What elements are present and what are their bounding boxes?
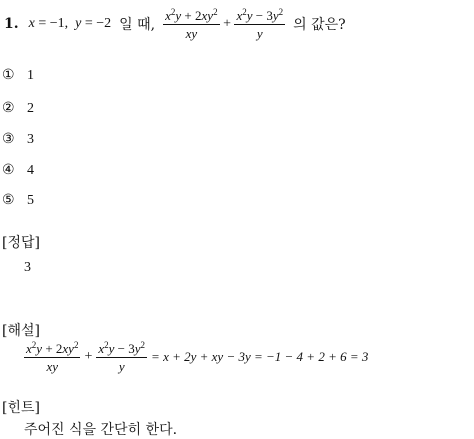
choice-marker: ⑤ [2,192,15,208]
choice-item[interactable] [2,192,34,209]
question [4,8,346,40]
choice-value: 3 [27,132,35,147]
question-condition-suffix: 일 때, [119,17,156,33]
choice-marker: ① [2,67,15,83]
choice-item[interactable] [2,162,34,179]
choice-marker: ② [2,100,15,116]
answer-label: [정답] [2,235,40,251]
question-suffix: 의 값은? [293,17,346,33]
solution-fraction-2: $\frac{x^2y - 3y^2}{y}$ [98,339,146,374]
solution-fraction-1: $\frac{x^2y + 2xy^2}{xy}$ [26,339,79,374]
hint-text: 주어진 식을 간단히 한다. [24,422,178,438]
solution-label: [해설] [2,323,40,339]
solution-result: = x + 2y + xy − 3y = −1 − 4 + 2 + 6 = 3 [151,349,369,364]
choice-value: 2 [27,101,35,116]
choice-marker: ③ [2,131,15,147]
choice-value: 1 [27,68,35,83]
question-expression: $\frac{x^2y + 2xy^2}{xy}$ + $\frac{x^2y - 3y^2}{y}$ [165,6,284,41]
question-condition: x = −1, y = −2 [28,16,112,31]
answer-value: 3 [24,260,31,275]
hint-label: [힌트] [2,400,40,416]
choice-item[interactable] [2,100,34,117]
choice-value: 5 [27,193,35,208]
question-number: 1. [4,16,19,32]
choice-value: 4 [27,163,35,178]
solution-equation: $\frac{x^2y + 2xy^2}{xy}$ + $\frac{x^2y - 3y^2}{y}$ = x + 2y + xy − 3y = −1 − 4 + 2 + 6 = 3 [26,339,369,374]
choice-marker: ④ [2,162,15,178]
choice-item[interactable] [2,67,34,84]
choice-item[interactable] [2,131,34,148]
